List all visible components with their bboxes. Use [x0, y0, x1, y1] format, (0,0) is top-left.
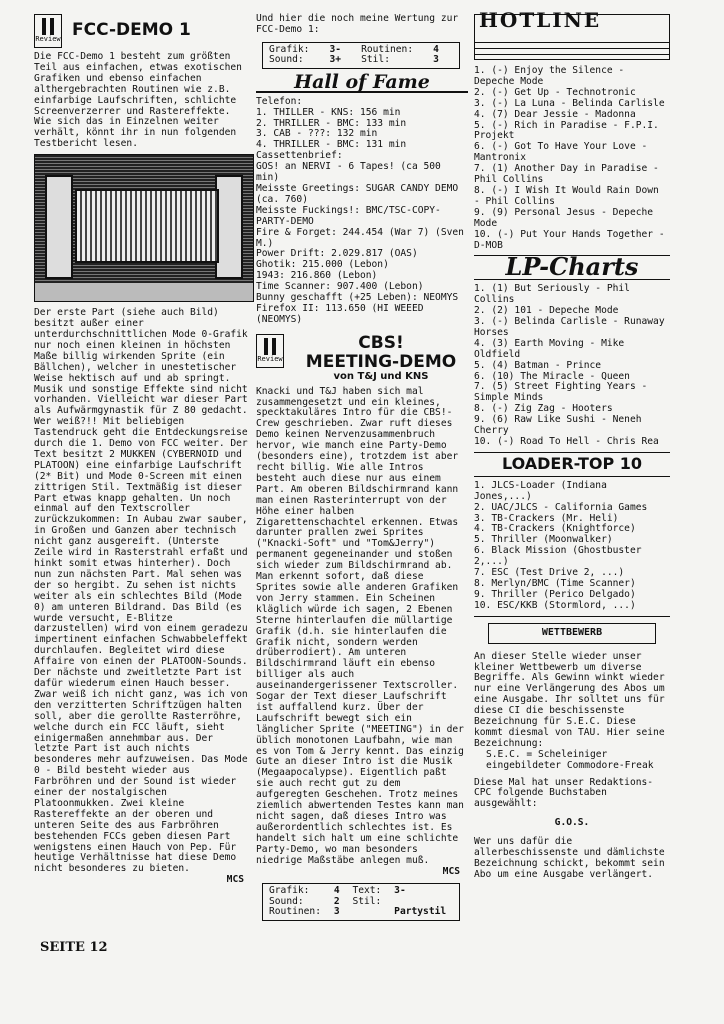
meeting-byline: von T&J und KNS [333, 370, 429, 382]
hof-line: 2. THRILLER - BMC: 133 min [256, 117, 407, 129]
page-number: SEITE 12 [40, 940, 108, 955]
rating-value: 3- [394, 885, 406, 897]
article-signature: MCS [226, 874, 244, 886]
rating-value: 3 [433, 54, 439, 66]
list-item: 7. ESC (Test Drive 2, ...) [474, 567, 625, 579]
rating-value: 3+ [329, 54, 342, 66]
rating-value: 3 [333, 906, 340, 918]
article-header [34, 14, 252, 48]
list-item: 10. (-) Put Your Hands Together - D-MOB [474, 228, 665, 251]
hof-line: Telefon: [256, 95, 303, 107]
lp-charts-title: LP-Charts [505, 252, 639, 282]
list-item: 9. Thriller (Perico Delgado) [474, 588, 636, 600]
list-item: 10. (-) Road To Hell - Chris Rea [474, 436, 659, 447]
list-item: 5. Thriller (Moonwalker) [474, 534, 613, 546]
meeting-title-2: MEETING-DEMO [305, 351, 457, 372]
rating-value: Partystil [394, 906, 447, 918]
list-item: 9. (9) Personal Jesus - Depeche Mode [474, 206, 654, 229]
list-item: 2. UAC/JLCS - California Games [474, 501, 648, 513]
contest-answer: S.E.C. = Scheleiniger eingebildeter Commodore-Freak [486, 748, 654, 771]
list-item: 6. Black Mission (Ghostbuster 2,...) [474, 545, 642, 568]
contest-text-2: Diese Mal hat unser Redaktions-CPC folgende Buchstaben ausgewählt: [474, 776, 654, 810]
hof-line: 3. CAB - ???: 132 min [256, 128, 378, 140]
hof-line: Bunny geschafft (+25 Leben): NEOMYS [256, 292, 459, 304]
meeting-rating-box [262, 883, 460, 921]
hof-line: 1943: 216.860 (Lebon) [256, 270, 378, 282]
review-logo-icon: Review [34, 14, 62, 48]
rating-label: Text: [352, 885, 382, 897]
hall-of-fame-title: Hall of Fame [256, 77, 468, 93]
hof-line: 4. THRILLER - BMC: 131 min [256, 139, 407, 151]
rating-value: 2 [333, 895, 340, 907]
middle-column [256, 14, 468, 929]
list-item: 6. (-) Got To Have Your Love - Mantronix [474, 141, 648, 164]
fcc-demo-article [34, 14, 252, 886]
list-item: 4. (3) Earth Moving - Mike Oldfield [474, 337, 625, 360]
hof-line: Meisste Fuckings!: BMC/TSC-COPY-PARTY-DEMO [256, 204, 441, 227]
divider [474, 476, 670, 477]
review-logo-icon: Review [256, 334, 284, 368]
list-item: 8. Merlyn/BMC (Time Scanner) [474, 577, 636, 589]
list-item: 10. ESC/KKB (Stormlord, ...) [474, 599, 636, 611]
hof-line: Cassettenbrief: [256, 150, 343, 162]
contest-text: An dieser Stelle wieder unser kleiner Wettbewerb um diverse Begriffe. Als Gewinn winkt wieder nur eine Verlängerung des Abos um eine Ausgabe. Ihr solltet uns für diese CI die beschissenste Bezeichnung für S.E.C. Diese kommt diesmal von TAU. Hier seine Bezeichnung: [474, 650, 665, 749]
contest-text-3: Wer uns dafür die allerbeschissenste und dämlichste Bezeichnung schickt, bekommt sein Abo um eine Ausgabe verlängert. [474, 836, 665, 880]
list-item: 3. (-) Belinda Carlisle - Runaway Horses [474, 316, 665, 338]
list-item: 3. TB-Crackers (Mr. Heli) [474, 512, 619, 524]
hotline-title: HOTLINE [479, 8, 602, 32]
rating-label: Grafik: [269, 885, 310, 897]
list-item: 3. (-) La Luna - Belinda Carlisle [474, 97, 665, 109]
list-item: 7. (5) Street Fighting Years - Simple Minds [474, 381, 648, 404]
meeting-signature: MCS [442, 865, 460, 877]
meeting-body: Knacki und T&J haben sich mal zusammengesetzt und ein kleines, specktakuläres Intro für die CBS!-Crew geschrieben. Zwar ruft dieses Demo keinen Nervenzusammenbruch hervor, wie manch eine Party-Demo (besonders eine), trotzdem ist aber recht billig. Wie alle Intros besteht auch diese nur aus einem Part. Am oberen Bildschirmrand kann man einen Rasterinterrupt von der Höhe einer halben Zigarettenschachtel erkennen. Etwas darunter prallen zwei Sprites ("Knacki-Soft" und "Tom&Jerry") permanent gegeneinander und stoßen sich wieder zum Bildschirmrand ab. Man erkennt sofort, daß diese Sprites sowie alle anderen Grafiken von Jerry stammen. Ein Scheinen kläglich würde ich sagen, 2 Ebenen Sterne hinterlaufen die müllartige Grafik (d.h. sie hinterlaufen die Grafik nicht, sondern werden drüberrodiert). Am unteren Bildschirmrand läuft ein ebenso billiger als auch auseinandergerissener Textscroller. Sogar der Text dieser Laufschrift ist auffallend kurz. Über der Laufschrift bewegt sich ein länglicher Sprite ("MEETING") in der üblich monotonen Laufbahn, wie man es von Tom & Jerry kennt. Das einzig Gute an dieser Intro ist die Musik (Megaapocalypse). Eigentlich paßt sie auch recht gut zu dem aufgeregten Geschehen. Trotz meines ziemlich abwertenden Testes kann man nicht sagen, daß dieses Intro was außerordentlich schlechtes ist. Es handelt sich halt um eine schlichte Party-Demo, wo man besonders niedrige Maßstäbe anlegen muß. [256, 385, 464, 866]
rating-intro: Und hier die noch meine Wertung zur FCC-Demo 1: [256, 13, 459, 35]
hotline-banner [474, 8, 670, 60]
rating-value: 4 [433, 43, 439, 55]
list-item: 4. TB-Crackers (Knightforce) [474, 523, 636, 535]
hall-of-fame-list [256, 97, 468, 326]
list-item: 4. (7) Dear Jessie - Madonna [474, 108, 636, 120]
hof-line: Meisste Greetings: SUGAR CANDY DEMO (ca. 760) [256, 182, 459, 205]
list-item: 5. (-) Rich in Paradise - F.P.I. Projekt [474, 119, 659, 142]
list-item: 2. (-) Get Up - Technotronic [474, 86, 636, 98]
article-title: FCC-DEMO 1 [72, 20, 191, 40]
rating-label: Sound: [269, 895, 304, 907]
meeting-header [256, 334, 468, 383]
rating-value: 3- [329, 43, 342, 55]
list-item: 8. (-) I Wish It Would Rain Down - Phil Collins [474, 184, 659, 207]
rating-label: Routinen: [361, 43, 414, 55]
rating-label: Stil: [352, 895, 382, 907]
list-item: 1. JLCS-Loader (Indiana Jones,...) [474, 479, 607, 502]
lp-charts-list [474, 284, 670, 448]
list-item: 5. (4) Batman - Prince [474, 359, 602, 371]
list-item: 9. (6) Raw Like Sushi - Neneh Cherry [474, 414, 642, 437]
article-intro: Die FCC-Demo 1 besteht zum größten Teil aus einfachen, etwas exotischen Grafiken und ebenso einfachen althergebrachten Routinen wie z.B. einfarbige Laufschriften, schlichte Screenverzerrer und Rastereffekte. Wie sich das in Einzelnen weiter verhält, könnt ihr in nun folgenden Testbericht lesen. [34, 51, 242, 150]
list-item: 8. (-) Zig Zag - Hooters [474, 403, 613, 415]
contest-title: WETTBEWERB [488, 623, 656, 644]
hof-line: GOS! an NERVI - 6 Tapes! (ca 500 min) [256, 161, 441, 184]
rating-label: Stil: [361, 54, 390, 66]
demo-screenshot [34, 154, 254, 302]
hof-line: Time Scanner: 907.400 (Lebon) [256, 281, 424, 293]
hof-line: Ghotik: 215.000 (Lebon) [256, 259, 389, 271]
charts-column [474, 8, 670, 881]
hotline-list [474, 66, 670, 251]
rating-label: Grafik: [269, 43, 310, 55]
list-item: 6. (10) The Miracle - Queen [474, 370, 630, 382]
rating-value: 4 [333, 885, 340, 897]
list-item: 1. (-) Enjoy the Silence - Depeche Mode [474, 65, 625, 87]
loader-list [474, 481, 670, 612]
rating-label [352, 907, 388, 918]
hof-line: Power Drift: 2.029.817 (OAS) [256, 248, 418, 260]
rating-label: Sound: [269, 54, 304, 66]
rating-label: Routinen: [269, 906, 321, 918]
hof-line: Fire & Forget: 244.454 (War 7) (Sven M.) [256, 226, 464, 249]
list-item: 2. (2) 101 - Depeche Mode [474, 305, 619, 317]
list-item: 1. (1) But Seriously - Phil Collins [474, 283, 630, 306]
hof-line: 1. THILLER - KNS: 156 min [256, 106, 401, 118]
article-body: Der erste Part (siehe auch Bild) besitzt außer einer unterdurchschnittlichen Mode 0-Grafik nur noch einen kleinen in höchsten Maße billig wirkenden Sprite (ein Bällchen), welcher in unestetischer Weise hektisch auf und ab springt. Musik und sonstige Effekte sind nicht vorhanden. Vielleicht war dieser Part als Aufwärmgynastik für Z 80 gedacht. Wer weiß?!! Mit beliebigen Tastendruck geht die Entdeckungsreise durch die 1. Demo von FCC weiter. Der Text besitzt 2 MUKKEN (CYBERNOID und PLATOON) eine einfarbige Laufschrift (2* Bit) und Mode 0-Screen mit einen zittrigen Stil. Textmäßig ist dieser Part etwas knapp gehalten. Un noch einmal auf den Textscroller zurückzukommen: In Aubau zwar sauber, in Großen und Ganzen aber technisch nicht ganz ausgereift. (Unterste Zeile wird in Rasterstrahl erfaßt und hinkt somit etwas hinterher). Doch nun zun nächsten Part. Mal sehen was der so hergibt. Zu sehen ist nichts weiter als ein schlechtes Bild (Mode 0) am unteren Bildrand. Das Bild (es wurde versucht, E-Blitze darzustellen) wird von einem geradezu impertinent einfachen Schwabbeleffekt durchlaufen. Begleitet wird diese Affaire von einen der PLATOON-Sounds. Der nächste und zweitletzte Part ist dafür wiederum einen Hauch besser. Zwar weiß ich nicht ganz, was ich von den verzitterten Schriftzügen halten soll, aber die gerollte Rasterröhre, welche durch ein FCC läuft, sieht einigermaßen annehmbar aus. Der letzte Part ist auch nichts besonderes mehr aufzuweisen. Das Mode 0 - Bild besteht wieder aus Farbröhren und der Sound ist wieder einer der nostalgischen Platoonmukken. Zwei kleine Rastereffekte an der oberen und unteren Seite des aus Farbröhren bestehenden FCCs geben diesen Part wenigstens einen Hauch von Pep. Für heutige Verhältnisse hat diese Demo nicht besonderes zu bieten. [34, 307, 248, 875]
contest-letters: G.O.S. [554, 817, 590, 829]
hof-line: Firefox II: 113.650 (HI WEEED (NEOMYS) [256, 302, 424, 325]
list-item: 7. (1) Another Day in Paradise - Phil Collins [474, 163, 659, 186]
meeting-title-1: CBS! [358, 332, 404, 353]
divider [474, 452, 670, 453]
loader-top-title: LOADER-TOP 10 [501, 453, 643, 473]
divider [474, 616, 670, 617]
fcc-rating-box [262, 42, 460, 69]
